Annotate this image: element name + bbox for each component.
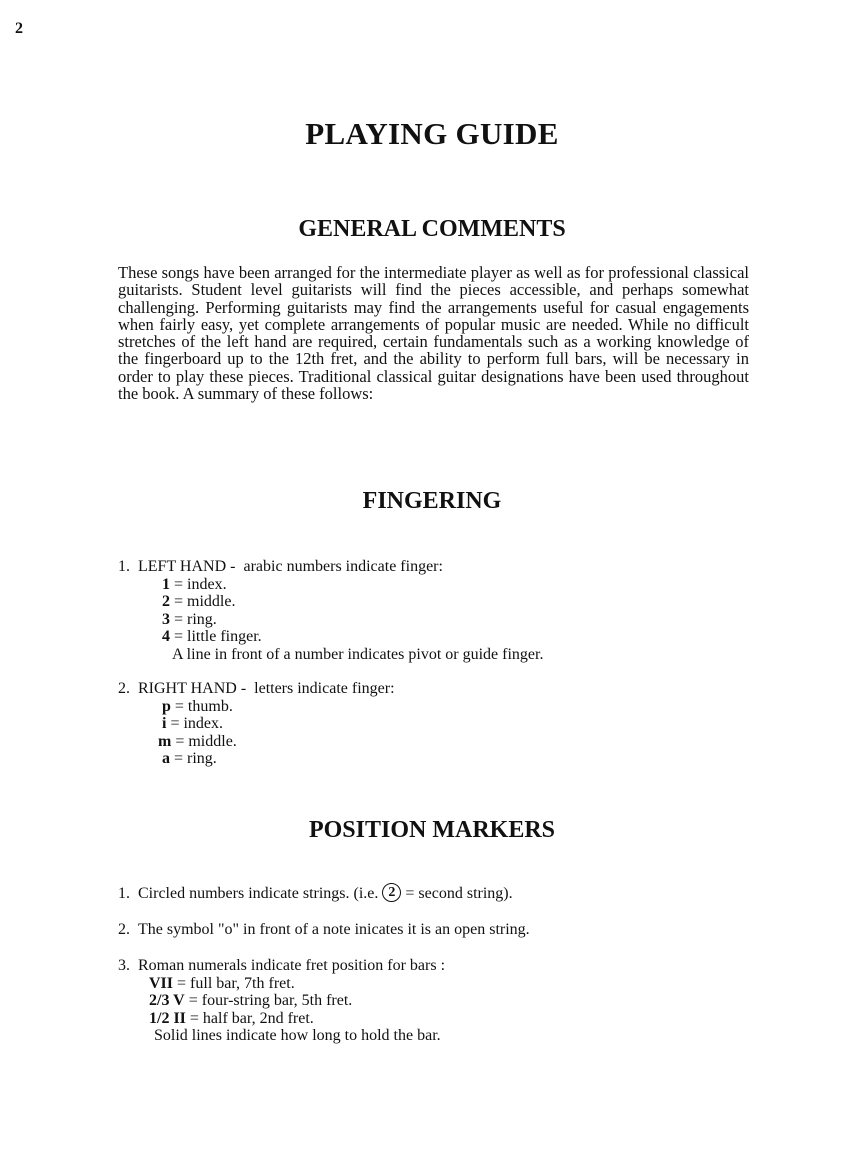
position-item-1: 1. Circled numbers indicate strings. (i.e. 2 = second string). <box>118 885 513 902</box>
left-hand-item: 3 = ring. <box>162 610 217 628</box>
page-title: PLAYING GUIDE <box>305 116 559 151</box>
right-hand-item: i = index. <box>162 715 224 732</box>
right-hand-item: p = thumb. <box>162 697 233 715</box>
right-hand-item: m = middle. <box>158 732 237 750</box>
right-hand-item: a = ring. <box>162 750 217 767</box>
position-item-3 <box>118 957 445 1045</box>
left-hand-item: 4 = little finger. <box>162 628 262 645</box>
circled-two-icon: 2 <box>382 883 401 902</box>
roman-numeral-item: 1/2 II = half bar, 2nd fret. <box>149 1009 314 1027</box>
position-item-2: 2. The symbol "o" in front of a note inicates it is an open string. <box>118 921 530 938</box>
bar-hold-note: Solid lines indicate how long to hold the bar. <box>154 1027 441 1044</box>
left-hand-note: A line in front of a number indicates pivot or guide finger. <box>172 645 544 663</box>
left-hand-list <box>118 558 543 663</box>
position-markers-heading: POSITION MARKERS <box>308 817 556 843</box>
general-comments-body: These songs have been arranged for the intermediate player as well as for professional classical guitarists. Student level guitarists will find the pieces accessible, and perhaps somewhat challenging. Performing guitarists may find the arrangements useful for casual engagements when fairly easy, yet complete arrangements of popular music are needed. While no difficult stretches of the left hand are required, certain fundamentals such as a working knowledge of the fingerboard up to the 12th fret, and the ability to perform full bars, will be necessary in order to play these pieces. Traditional classical guitar designations have been used throughout the book. A summary of these follows: <box>118 263 749 404</box>
roman-numeral-item: VII = full bar, 7th fret. <box>149 974 295 992</box>
right-hand-list <box>118 680 395 768</box>
left-hand-item: 1 = index. <box>162 575 227 593</box>
left-hand-item: 2 = middle. <box>162 593 236 610</box>
general-comments-heading: GENERAL COMMENTS <box>298 216 566 242</box>
left-hand-title: 1. LEFT HAND - arabic numbers indicate finger: <box>118 558 443 575</box>
page-number: 2 <box>15 20 23 37</box>
roman-numeral-item: 2/3 V = four-string bar, 5th fret. <box>149 992 353 1009</box>
fingering-heading: FINGERING <box>362 488 502 514</box>
roman-numerals-title: 3. Roman numerals indicate fret position for bars : <box>118 957 446 974</box>
right-hand-title: 2. RIGHT HAND - letters indicate finger: <box>118 680 395 697</box>
